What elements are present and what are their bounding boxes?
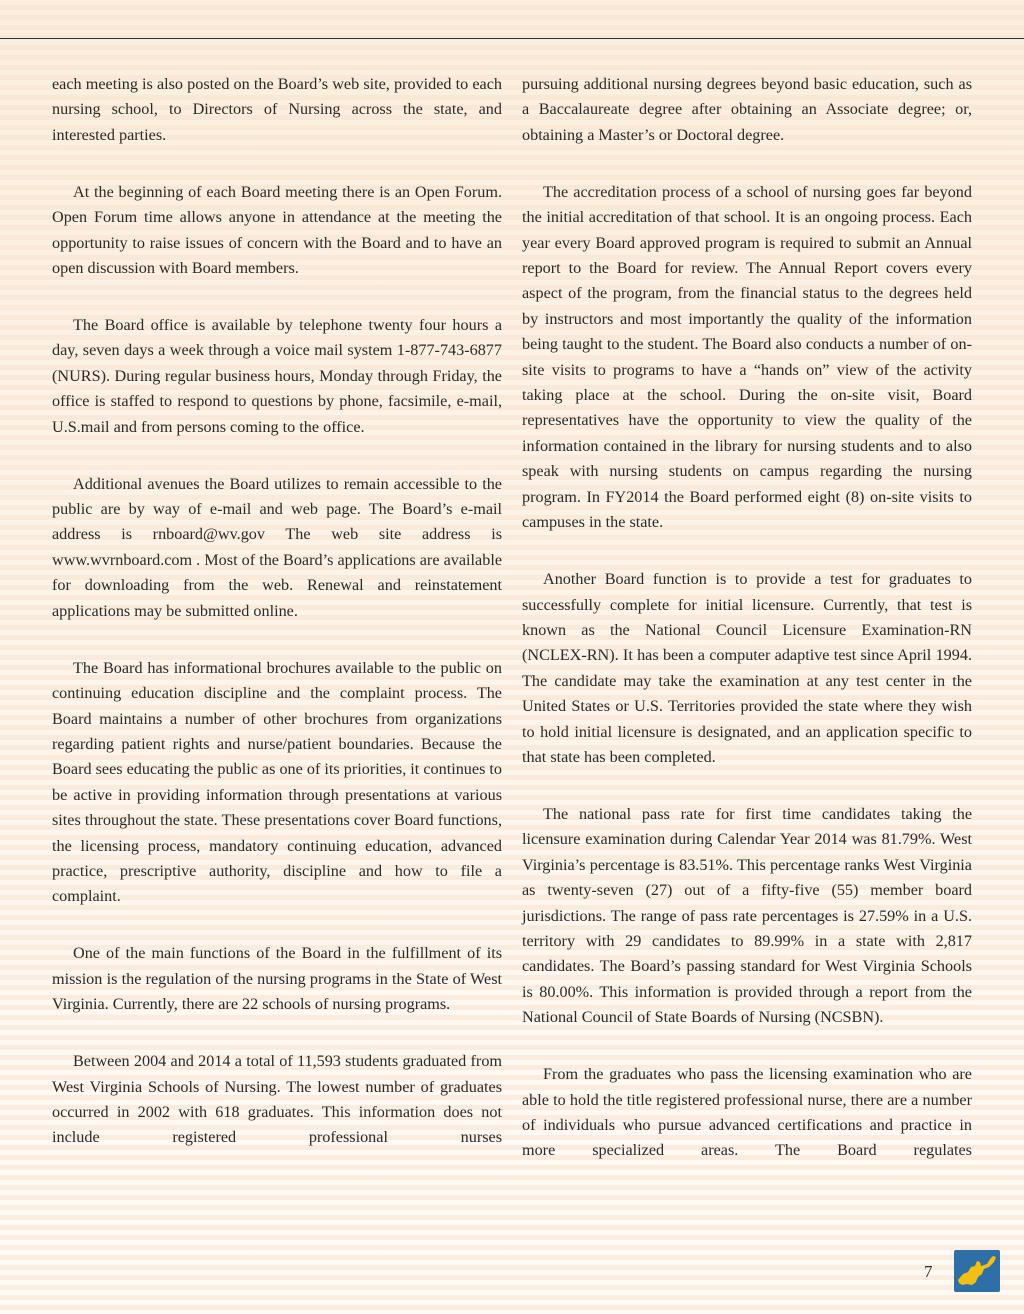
paragraph: The Board office is available by telephone twenty four hours a day, seven days a week through a voice mail system 1-877-743-6877 (NURS). During regular business hours, Monday through Friday, the office is staffed to respond to questions by phone, facsimile, e-mail, U.S.mail and from persons coming to the office. [52,316,502,436]
left-column [52,72,502,1151]
paragraph: At the beginning of each Board meeting there is an Open Forum. Open Forum time allows anyone in attendance at the meeting the opportunity to raise issues of concern with the Board and to have an open discussion with Board members. [52,182,502,278]
paragraph: One of the main functions of the Board in the fulfillment of its mission is the regulation of the nursing programs in the State of West Virginia. Currently, there are 22 schools of nursing programs. [52,944,502,1014]
paragraph: Another Board function is to provide a test for graduates to successfully complete for initial licensure. Currently, that test is known as the National Council Licensure Examination-RN (NCLEX-RN). It has been a computer adaptive test since April 1994. The candidate may take the examination at any test center in the United States or U.S. Territories provided the state where they wish to hold initial licensure is designated, and an application specific to that state has been completed. [522,570,972,766]
paragraph: From the graduates who pass the licensing examination who are able to hold the title registered professional nurse, there are a number of individuals who pursue advanced certifications and practice in more specialized areas. The Board regulates [522,1065,972,1160]
west-virginia-state-icon [954,1250,1000,1292]
paragraph: The accreditation process of a school of nursing goes far beyond the initial accreditation of that school. It is an ongoing process. Each year every Board approved program is required to submit an Annual report to the Board for review. The Annual Report covers every aspect of the program, from the financial status to the degrees held by instructors and most importantly the quality of the information being taught to the student. The Board also conducts a number of on-site visits to programs to have a “hands on” view of the activity taking place at the school. During the on-site visit, Board representatives have the opportunity to view the quality of the information contained in the library for nursing students and to also speak with nursing students on campus regarding the nursing program. In FY2014 the Board performed eight (8) on-site visits to campuses in the state. [522,182,972,532]
paragraph: Between 2004 and 2014 a total of 11,593 students graduated from West Virginia Schools of Nursing. The lowest number of graduates occurred in 2002 with 618 graduates. This information does not include registered professional nurses [52,1052,502,1147]
paragraph: pursuing additional nursing degrees beyond basic education, such as a Baccalaureate degree after obtaining an Associate degree; or, obtaining a Master’s or Doctoral degree. [522,75,972,144]
paragraph: The national pass rate for first time candidates taking the licensure examination during Calendar Year 2014 was 81.79%. West Virginia’s percentage is 83.51%. This percentage ranks West Virginia as twenty-seven (27) out of a fifty-five (55) member board jurisdictions. The range of pass rate percentages is 27.59% in a U.S. territory with 29 candidates to 89.99% in a state with 2,817 candidates. The Board’s passing standard for West Virginia Schools is 80.00%. This information is provided through a report from the National Council of State Boards of Nursing (NCSBN). [522,804,972,1027]
page-number: 7 [924,1262,933,1281]
paragraph: each meeting is also posted on the Board’s web site, provided to each nursing school, to Directors of Nursing across the state, and interested parties. [52,75,502,144]
header-rule [0,38,1024,39]
paragraph: Additional avenues the Board utilizes to remain accessible to the public are by way of e-mail and web page. The Board’s e-mail address is rnboard@wv.gov The web site address is www.wvrnboard.com . Most of the Board’s applications are available for downloading from the web. Renewal and reinstatement applications may be submitted online. [52,474,502,620]
paragraph: The Board has informational brochures available to the public on continuing education discipline and the complaint process. The Board maintains a number of other brochures from organizations regarding patient rights and nurse/patient boundaries. Because the Board sees educating the public as one of its priorities, it continues to be active in providing information through presentations at various sites throughout the state. These presentations cover Board functions, the licensing process, mandatory continuing education, advanced practice, prescriptive authority, discipline and how to file a complaint. [52,658,503,906]
state-shape [958,1256,996,1285]
right-column [522,72,972,1164]
